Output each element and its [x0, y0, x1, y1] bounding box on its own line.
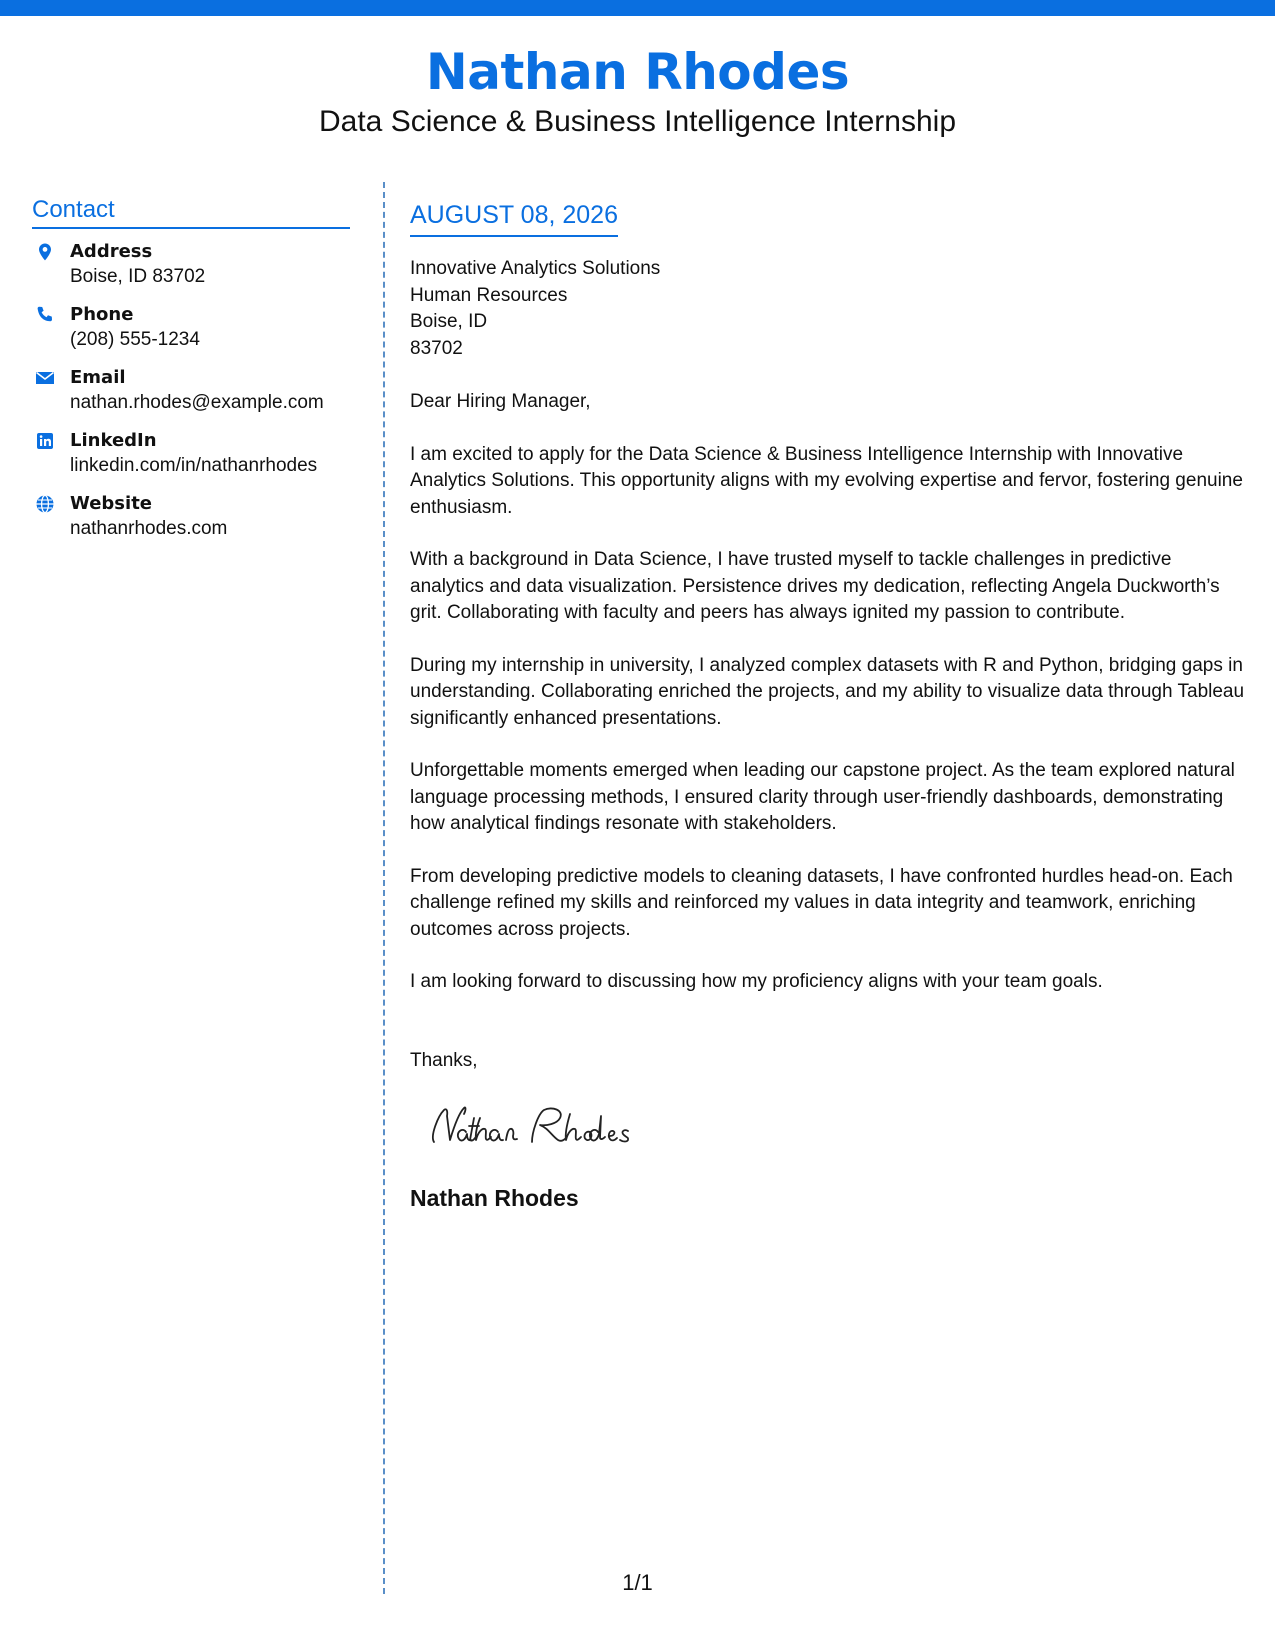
contact-value: Boise, ID 83702 — [70, 266, 206, 287]
applicant-name: Nathan Rhodes — [425, 43, 850, 101]
contact-item-address — [32, 239, 350, 302]
contact-item-linkedin — [32, 428, 350, 491]
contact-item-website — [32, 491, 350, 554]
contact-value[interactable]: nathanrhodes.com — [70, 518, 228, 539]
body-paragraph: With a background in Data Science, I have trusted myself to tackle challenges in predictive analytics and data visualization. Persistence drives my dedication, reflecting Angela Duckworth’s grit. Collaborating with faculty and peers has always ignited my passion to contribute. — [410, 549, 1220, 623]
body-paragraph: From developing predictive models to cleaning datasets, I have confronted hurdles head-on. Each challenge refined my skills and reinforced my values in data integrity and teamwork, enriching outcomes across projects. — [410, 865, 1233, 940]
body-paragraph: Unforgettable moments emerged when leading our capstone project. As the team explored natural language processing methods, I ensured clarity through user-friendly dashboards, demonstrating how analytical findings resonate with stakeholders. — [410, 760, 1235, 834]
linkedin-icon — [35, 431, 55, 451]
position-title: Data Science & Business Intelligence Internship — [318, 105, 957, 138]
contact-item-phone — [32, 302, 350, 365]
contact-value[interactable]: linkedin.com/in/nathanrhodes — [70, 455, 318, 476]
page-number: 1/1 — [622, 1570, 653, 1595]
column-divider — [383, 182, 385, 1594]
contact-item-email — [32, 365, 350, 428]
signer-name: Nathan Rhodes — [410, 1185, 579, 1211]
recipient-line: Innovative Analytics Solutions — [410, 258, 661, 279]
contact-label: Phone — [70, 304, 134, 325]
contact-label: Address — [70, 241, 153, 262]
contact-label: Website — [70, 493, 153, 514]
letter-date: AUGUST 08, 2026 — [410, 198, 618, 237]
contact-label: Email — [70, 367, 126, 388]
salutation: Dear Hiring Manager, — [410, 391, 591, 412]
top-accent-bar — [0, 0, 1275, 16]
contact-list — [32, 239, 350, 554]
recipient-line: 83702 — [410, 337, 463, 359]
map-pin-icon — [35, 242, 55, 262]
email-icon — [35, 368, 55, 388]
contact-value[interactable]: nathan.rhodes@example.com — [70, 392, 324, 413]
closing: Thanks, — [410, 1049, 478, 1071]
globe-icon — [35, 494, 55, 514]
letter-body — [410, 198, 1245, 1213]
body-paragraph: During my internship in university, I analyzed complex datasets with R and Python, bridging gaps in understanding. Collaborating enriched the projects, and my ability to visualize data through Tableau significantly enhanced presentations. — [410, 654, 1245, 729]
contact-sidebar — [32, 195, 350, 554]
recipient-line: Boise, ID — [410, 311, 488, 332]
recipient-line: Human Resources — [410, 284, 568, 306]
contact-label: LinkedIn — [70, 430, 157, 451]
recipient-block — [410, 256, 1245, 362]
body-paragraph: I am excited to apply for the Data Science & Business Intelligence Internship with Innovative Analytics Solutions. This opportunity aligns with my evolving expertise and fervor, fostering genuine enthusiasm. — [410, 443, 1243, 518]
phone-icon — [35, 305, 55, 325]
contact-heading: Contact — [32, 195, 350, 229]
contact-value: (208) 555-1234 — [70, 329, 200, 350]
letter-header — [0, 40, 1275, 140]
body-paragraph: I am looking forward to discussing how my proficiency aligns with your team goals. — [410, 971, 1103, 992]
handwritten-signature — [420, 1096, 660, 1156]
